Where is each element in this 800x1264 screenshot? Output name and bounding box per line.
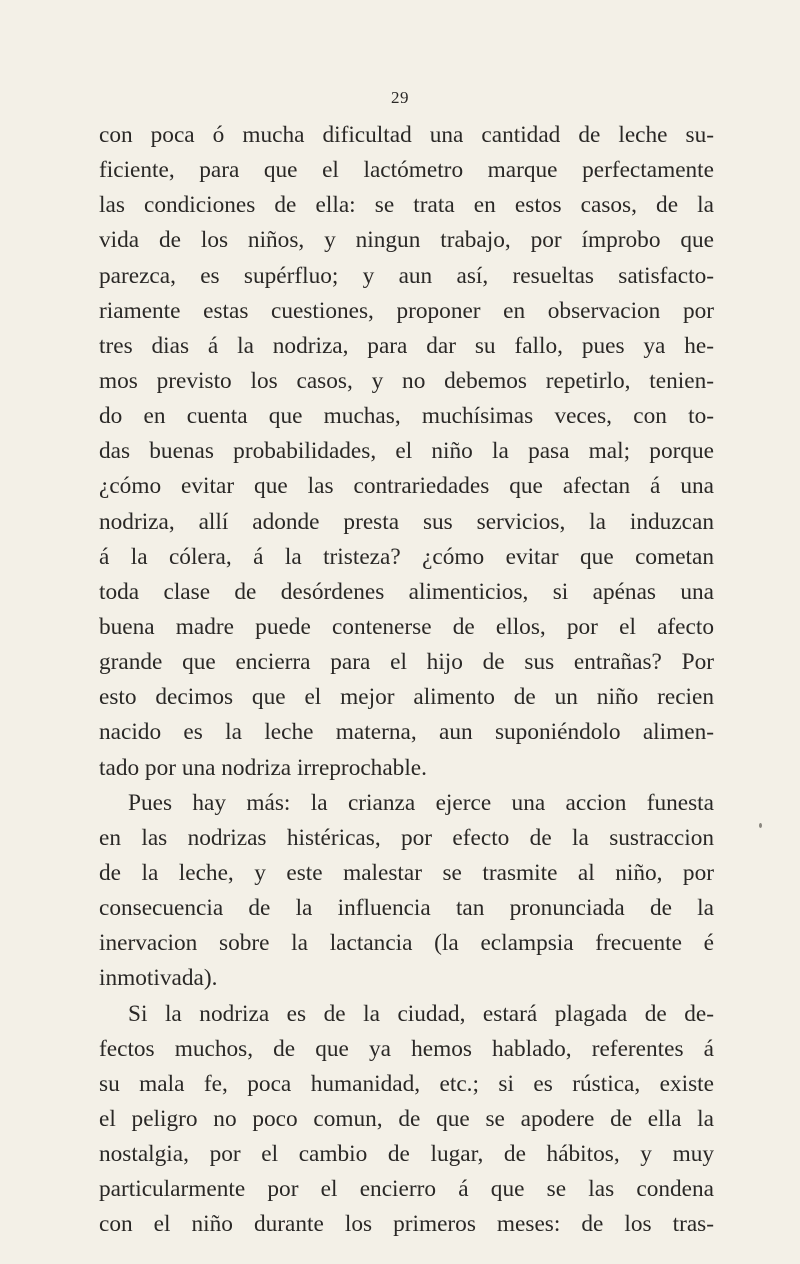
text-line: el peligro no poco comun, de que se apodere de ella la (99, 1105, 714, 1132)
paragraph-end-line: inmotivada). (99, 965, 218, 992)
text-line: las condiciones de ella: se trata en estos casos, de la (99, 192, 714, 219)
text-line: en las nodrizas histéricas, por efecto de la sustraccion (99, 824, 714, 851)
text-line: ficiente, para que el lactómetro marque perfectamente (99, 157, 714, 184)
text-line: de la leche, y este malestar se trasmite al niño, por (99, 859, 714, 886)
text-line: con el niño durante los primeros meses: de los tras- (99, 1211, 714, 1238)
text-line: nostalgia, por el cambio de lugar, de hábitos, y muy (99, 1141, 714, 1168)
text-line: á la cólera, á la tristeza? ¿cómo evitar que cometan (99, 543, 714, 570)
paragraph-end-line: tado por una nodriza irreprochable. (99, 754, 427, 781)
paragraph-start-line: Pues hay más: la crianza ejerce una accion funesta (128, 789, 714, 816)
text-line: esto decimos que el mejor alimento de un niño recien (99, 684, 714, 711)
text-line: mos previsto los casos, y no debemos repetirlo, tenien- (99, 367, 714, 394)
text-line: parezca, es supérfluo; y aun así, resueltas satisfacto- (99, 262, 714, 289)
text-line: vida de los niños, y ningun trabajo, por ímprobo que (99, 227, 714, 254)
text-line: nodriza, allí adonde presta sus servicios, la induzcan (99, 508, 714, 535)
page-number: 29 (391, 88, 409, 107)
text-line: buena madre puede contenerse de ellos, por el afecto (99, 613, 714, 640)
text-line: inervacion sobre la lactancia (la eclampsia frecuente é (99, 930, 714, 957)
text-line: grande que encierra para el hijo de sus entrañas? Por (99, 649, 714, 676)
text-line: riamente estas cuestiones, proponer en observacion por (99, 297, 714, 324)
text-line: particularmente por el encierro á que se las condena (99, 1176, 714, 1203)
print-speck (759, 823, 762, 828)
text-line: do en cuenta que muchas, muchísimas veces, con to- (99, 403, 714, 430)
paragraph-start-line: Si la nodriza es de la ciudad, estará plagada de de- (128, 1000, 714, 1027)
text-line: su mala fe, poca humanidad, etc.; si es rústica, existe (99, 1070, 714, 1097)
text-line: tres dias á la nodriza, para dar su fallo, pues ya he- (99, 332, 714, 359)
text-line: consecuencia de la influencia tan pronunciada de la (99, 895, 714, 922)
text-line: con poca ó mucha dificultad una cantidad de leche su- (99, 122, 714, 148)
body-text (99, 118, 714, 1243)
text-line: fectos muchos, de que ya hemos hablado, referentes á (99, 1035, 714, 1062)
text-line: toda clase de desórdenes alimenticios, si apénas una (99, 578, 714, 605)
text-line: nacido es la leche materna, aun suponiéndolo alimen- (99, 719, 714, 746)
text-line: das buenas probabilidades, el niño la pasa mal; porque (99, 438, 714, 465)
text-line: ¿cómo evitar que las contrariedades que afectan á una (99, 473, 714, 500)
